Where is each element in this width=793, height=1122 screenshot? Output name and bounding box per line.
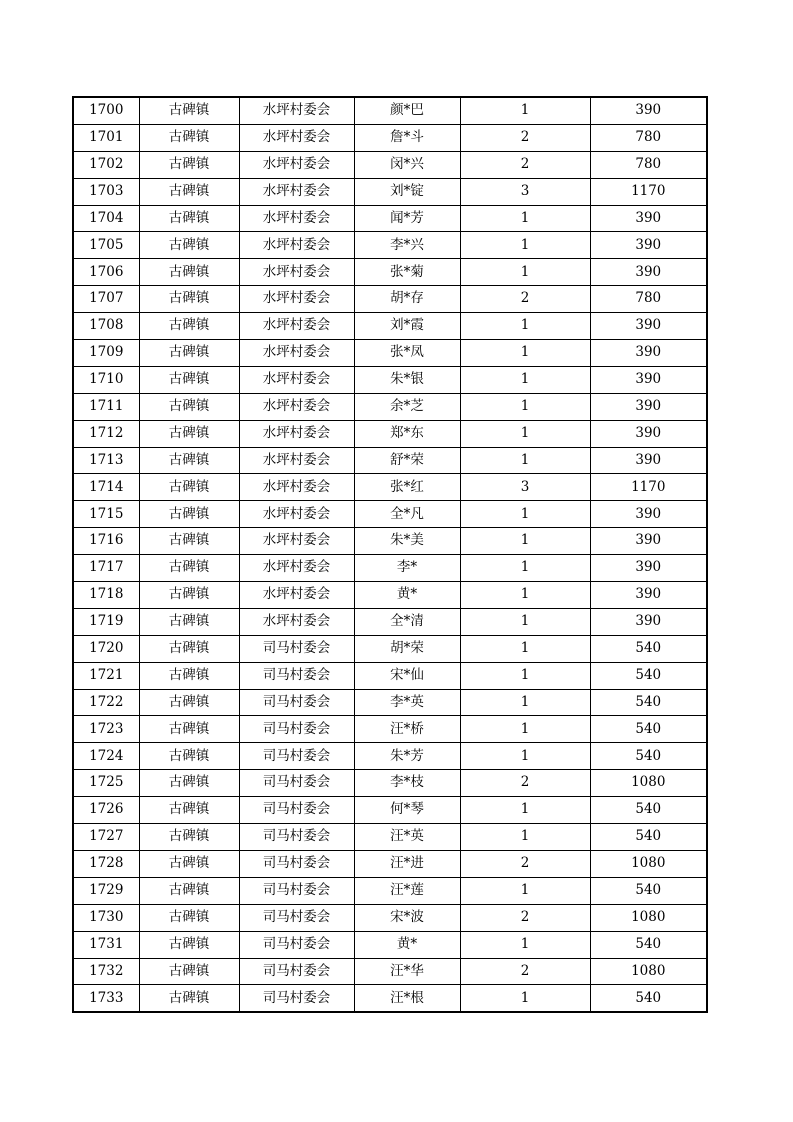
row-number-cell: 1701: [73, 124, 139, 151]
row-number-cell: 1704: [73, 205, 139, 232]
amount-cell: 390: [590, 501, 707, 528]
roster-table: [72, 96, 708, 1013]
village-committee-cell: 水坪村委会: [239, 582, 354, 609]
row-number-cell: 1732: [73, 958, 139, 985]
amount-cell: 780: [590, 286, 707, 313]
amount-cell: 390: [590, 205, 707, 232]
village-committee-cell: 水坪村委会: [239, 97, 354, 124]
household-count-cell: 2: [460, 770, 590, 797]
household-count-cell: 2: [460, 124, 590, 151]
village-committee-cell: 司马村委会: [239, 797, 354, 824]
amount-cell: 540: [590, 662, 707, 689]
amount-cell: 1170: [590, 474, 707, 501]
table-row: [73, 447, 707, 474]
name-cell: 张*菊: [354, 259, 460, 286]
amount-cell: 1080: [590, 958, 707, 985]
table-row: [73, 716, 707, 743]
table-row: [73, 904, 707, 931]
amount-cell: 540: [590, 824, 707, 851]
village-committee-cell: 司马村委会: [239, 904, 354, 931]
row-number-cell: 1722: [73, 689, 139, 716]
household-count-cell: 1: [460, 393, 590, 420]
village-committee-cell: 水坪村委会: [239, 340, 354, 367]
village-committee-cell: 司马村委会: [239, 958, 354, 985]
town-cell: 古碑镇: [139, 340, 239, 367]
town-cell: 古碑镇: [139, 205, 239, 232]
household-count-cell: 1: [460, 555, 590, 582]
amount-cell: 390: [590, 366, 707, 393]
amount-cell: 390: [590, 340, 707, 367]
village-committee-cell: 水坪村委会: [239, 205, 354, 232]
village-committee-cell: 司马村委会: [239, 743, 354, 770]
household-count-cell: 1: [460, 528, 590, 555]
table-row: [73, 501, 707, 528]
village-committee-cell: 水坪村委会: [239, 286, 354, 313]
town-cell: 古碑镇: [139, 178, 239, 205]
town-cell: 古碑镇: [139, 931, 239, 958]
row-number-cell: 1721: [73, 662, 139, 689]
table-row: [73, 662, 707, 689]
household-count-cell: 1: [460, 608, 590, 635]
amount-cell: 390: [590, 447, 707, 474]
town-cell: 古碑镇: [139, 797, 239, 824]
household-count-cell: 1: [460, 931, 590, 958]
amount-cell: 390: [590, 528, 707, 555]
name-cell: 胡*荣: [354, 635, 460, 662]
town-cell: 古碑镇: [139, 904, 239, 931]
name-cell: 詹*斗: [354, 124, 460, 151]
town-cell: 古碑镇: [139, 985, 239, 1012]
village-committee-cell: 司马村委会: [239, 770, 354, 797]
name-cell: 全*清: [354, 608, 460, 635]
name-cell: 胡*存: [354, 286, 460, 313]
table-row: [73, 931, 707, 958]
amount-cell: 780: [590, 124, 707, 151]
name-cell: 李*英: [354, 689, 460, 716]
name-cell: 李*枝: [354, 770, 460, 797]
village-committee-cell: 司马村委会: [239, 985, 354, 1012]
name-cell: 舒*荣: [354, 447, 460, 474]
table-row: [73, 743, 707, 770]
household-count-cell: 1: [460, 824, 590, 851]
town-cell: 古碑镇: [139, 850, 239, 877]
row-number-cell: 1718: [73, 582, 139, 609]
town-cell: 古碑镇: [139, 958, 239, 985]
row-number-cell: 1728: [73, 850, 139, 877]
row-number-cell: 1730: [73, 904, 139, 931]
household-count-cell: 1: [460, 877, 590, 904]
village-committee-cell: 司马村委会: [239, 689, 354, 716]
table-row: [73, 340, 707, 367]
village-committee-cell: 司马村委会: [239, 931, 354, 958]
row-number-cell: 1729: [73, 877, 139, 904]
table-row: [73, 958, 707, 985]
town-cell: 古碑镇: [139, 608, 239, 635]
row-number-cell: 1706: [73, 259, 139, 286]
amount-cell: 390: [590, 420, 707, 447]
town-cell: 古碑镇: [139, 635, 239, 662]
household-count-cell: 1: [460, 662, 590, 689]
household-count-cell: 1: [460, 501, 590, 528]
household-count-cell: 1: [460, 689, 590, 716]
amount-cell: 390: [590, 555, 707, 582]
household-count-cell: 1: [460, 716, 590, 743]
amount-cell: 1080: [590, 770, 707, 797]
row-number-cell: 1726: [73, 797, 139, 824]
amount-cell: 1080: [590, 904, 707, 931]
household-count-cell: 1: [460, 420, 590, 447]
name-cell: 闻*芳: [354, 205, 460, 232]
table-row: [73, 528, 707, 555]
village-committee-cell: 司马村委会: [239, 850, 354, 877]
row-number-cell: 1700: [73, 97, 139, 124]
amount-cell: 390: [590, 608, 707, 635]
table-row: [73, 824, 707, 851]
town-cell: 古碑镇: [139, 366, 239, 393]
row-number-cell: 1727: [73, 824, 139, 851]
row-number-cell: 1707: [73, 286, 139, 313]
household-count-cell: 1: [460, 259, 590, 286]
town-cell: 古碑镇: [139, 286, 239, 313]
name-cell: 汪*莲: [354, 877, 460, 904]
row-number-cell: 1733: [73, 985, 139, 1012]
table-row: [73, 608, 707, 635]
village-committee-cell: 水坪村委会: [239, 259, 354, 286]
name-cell: 朱*芳: [354, 743, 460, 770]
amount-cell: 390: [590, 313, 707, 340]
table-row: [73, 582, 707, 609]
household-count-cell: 1: [460, 985, 590, 1012]
table-row: [73, 797, 707, 824]
table-row: [73, 178, 707, 205]
amount-cell: 540: [590, 985, 707, 1012]
household-count-cell: 2: [460, 850, 590, 877]
household-count-cell: 1: [460, 97, 590, 124]
row-number-cell: 1724: [73, 743, 139, 770]
household-count-cell: 1: [460, 313, 590, 340]
village-committee-cell: 水坪村委会: [239, 178, 354, 205]
village-committee-cell: 司马村委会: [239, 716, 354, 743]
household-count-cell: 2: [460, 151, 590, 178]
row-number-cell: 1715: [73, 501, 139, 528]
town-cell: 古碑镇: [139, 474, 239, 501]
name-cell: 何*琴: [354, 797, 460, 824]
name-cell: 朱*银: [354, 366, 460, 393]
town-cell: 古碑镇: [139, 662, 239, 689]
village-committee-cell: 司马村委会: [239, 635, 354, 662]
town-cell: 古碑镇: [139, 97, 239, 124]
table-row: [73, 393, 707, 420]
household-count-cell: 3: [460, 178, 590, 205]
row-number-cell: 1705: [73, 232, 139, 259]
town-cell: 古碑镇: [139, 124, 239, 151]
household-count-cell: 1: [460, 582, 590, 609]
table-row: [73, 286, 707, 313]
name-cell: 汪*桥: [354, 716, 460, 743]
village-committee-cell: 司马村委会: [239, 662, 354, 689]
village-committee-cell: 水坪村委会: [239, 501, 354, 528]
name-cell: 李*: [354, 555, 460, 582]
town-cell: 古碑镇: [139, 447, 239, 474]
town-cell: 古碑镇: [139, 582, 239, 609]
name-cell: 闵*兴: [354, 151, 460, 178]
household-count-cell: 3: [460, 474, 590, 501]
town-cell: 古碑镇: [139, 151, 239, 178]
row-number-cell: 1725: [73, 770, 139, 797]
name-cell: 汪*根: [354, 985, 460, 1012]
table-row: [73, 232, 707, 259]
amount-cell: 540: [590, 635, 707, 662]
name-cell: 颜*巴: [354, 97, 460, 124]
row-number-cell: 1723: [73, 716, 139, 743]
town-cell: 古碑镇: [139, 528, 239, 555]
table-row: [73, 474, 707, 501]
village-committee-cell: 水坪村委会: [239, 151, 354, 178]
town-cell: 古碑镇: [139, 259, 239, 286]
name-cell: 全*凡: [354, 501, 460, 528]
table-row: [73, 635, 707, 662]
table-row: [73, 124, 707, 151]
row-number-cell: 1702: [73, 151, 139, 178]
row-number-cell: 1714: [73, 474, 139, 501]
row-number-cell: 1720: [73, 635, 139, 662]
table-row: [73, 97, 707, 124]
village-committee-cell: 水坪村委会: [239, 528, 354, 555]
village-committee-cell: 司马村委会: [239, 824, 354, 851]
table-row: [73, 259, 707, 286]
town-cell: 古碑镇: [139, 232, 239, 259]
amount-cell: 540: [590, 797, 707, 824]
row-number-cell: 1709: [73, 340, 139, 367]
village-committee-cell: 水坪村委会: [239, 608, 354, 635]
table-row: [73, 555, 707, 582]
amount-cell: 390: [590, 393, 707, 420]
town-cell: 古碑镇: [139, 877, 239, 904]
name-cell: 朱*美: [354, 528, 460, 555]
name-cell: 黄*: [354, 582, 460, 609]
row-number-cell: 1711: [73, 393, 139, 420]
row-number-cell: 1713: [73, 447, 139, 474]
amount-cell: 390: [590, 582, 707, 609]
name-cell: 宋*仙: [354, 662, 460, 689]
village-committee-cell: 水坪村委会: [239, 474, 354, 501]
household-count-cell: 2: [460, 286, 590, 313]
amount-cell: 1170: [590, 178, 707, 205]
amount-cell: 540: [590, 877, 707, 904]
name-cell: 张*凤: [354, 340, 460, 367]
table-row: [73, 205, 707, 232]
row-number-cell: 1731: [73, 931, 139, 958]
amount-cell: 540: [590, 716, 707, 743]
name-cell: 汪*进: [354, 850, 460, 877]
village-committee-cell: 水坪村委会: [239, 393, 354, 420]
village-committee-cell: 水坪村委会: [239, 555, 354, 582]
name-cell: 黄*: [354, 931, 460, 958]
village-committee-cell: 司马村委会: [239, 877, 354, 904]
table-row: [73, 985, 707, 1012]
name-cell: 郑*东: [354, 420, 460, 447]
table-row: [73, 770, 707, 797]
village-committee-cell: 水坪村委会: [239, 447, 354, 474]
name-cell: 余*芝: [354, 393, 460, 420]
town-cell: 古碑镇: [139, 689, 239, 716]
table-row: [73, 420, 707, 447]
town-cell: 古碑镇: [139, 770, 239, 797]
name-cell: 刘*锭: [354, 178, 460, 205]
row-number-cell: 1703: [73, 178, 139, 205]
household-count-cell: 1: [460, 447, 590, 474]
row-number-cell: 1717: [73, 555, 139, 582]
amount-cell: 390: [590, 232, 707, 259]
table-row: [73, 366, 707, 393]
name-cell: 汪*华: [354, 958, 460, 985]
town-cell: 古碑镇: [139, 743, 239, 770]
table-row: [73, 151, 707, 178]
town-cell: 古碑镇: [139, 824, 239, 851]
row-number-cell: 1710: [73, 366, 139, 393]
town-cell: 古碑镇: [139, 393, 239, 420]
amount-cell: 390: [590, 97, 707, 124]
name-cell: 张*红: [354, 474, 460, 501]
name-cell: 刘*霞: [354, 313, 460, 340]
household-count-cell: 1: [460, 743, 590, 770]
name-cell: 李*兴: [354, 232, 460, 259]
row-number-cell: 1716: [73, 528, 139, 555]
roster-table-body: [73, 97, 707, 1012]
town-cell: 古碑镇: [139, 420, 239, 447]
row-number-cell: 1712: [73, 420, 139, 447]
table-row: [73, 313, 707, 340]
village-committee-cell: 水坪村委会: [239, 232, 354, 259]
household-count-cell: 1: [460, 205, 590, 232]
row-number-cell: 1719: [73, 608, 139, 635]
amount-cell: 540: [590, 689, 707, 716]
household-count-cell: 2: [460, 904, 590, 931]
amount-cell: 540: [590, 931, 707, 958]
household-count-cell: 1: [460, 366, 590, 393]
household-count-cell: 1: [460, 340, 590, 367]
village-committee-cell: 水坪村委会: [239, 124, 354, 151]
table-row: [73, 850, 707, 877]
amount-cell: 390: [590, 259, 707, 286]
household-count-cell: 2: [460, 958, 590, 985]
name-cell: 汪*英: [354, 824, 460, 851]
town-cell: 古碑镇: [139, 716, 239, 743]
amount-cell: 540: [590, 743, 707, 770]
village-committee-cell: 水坪村委会: [239, 420, 354, 447]
table-row: [73, 689, 707, 716]
household-count-cell: 1: [460, 797, 590, 824]
town-cell: 古碑镇: [139, 501, 239, 528]
village-committee-cell: 水坪村委会: [239, 366, 354, 393]
table-row: [73, 877, 707, 904]
name-cell: 宋*波: [354, 904, 460, 931]
town-cell: 古碑镇: [139, 555, 239, 582]
town-cell: 古碑镇: [139, 313, 239, 340]
household-count-cell: 1: [460, 232, 590, 259]
amount-cell: 780: [590, 151, 707, 178]
row-number-cell: 1708: [73, 313, 139, 340]
village-committee-cell: 水坪村委会: [239, 313, 354, 340]
household-count-cell: 1: [460, 635, 590, 662]
amount-cell: 1080: [590, 850, 707, 877]
